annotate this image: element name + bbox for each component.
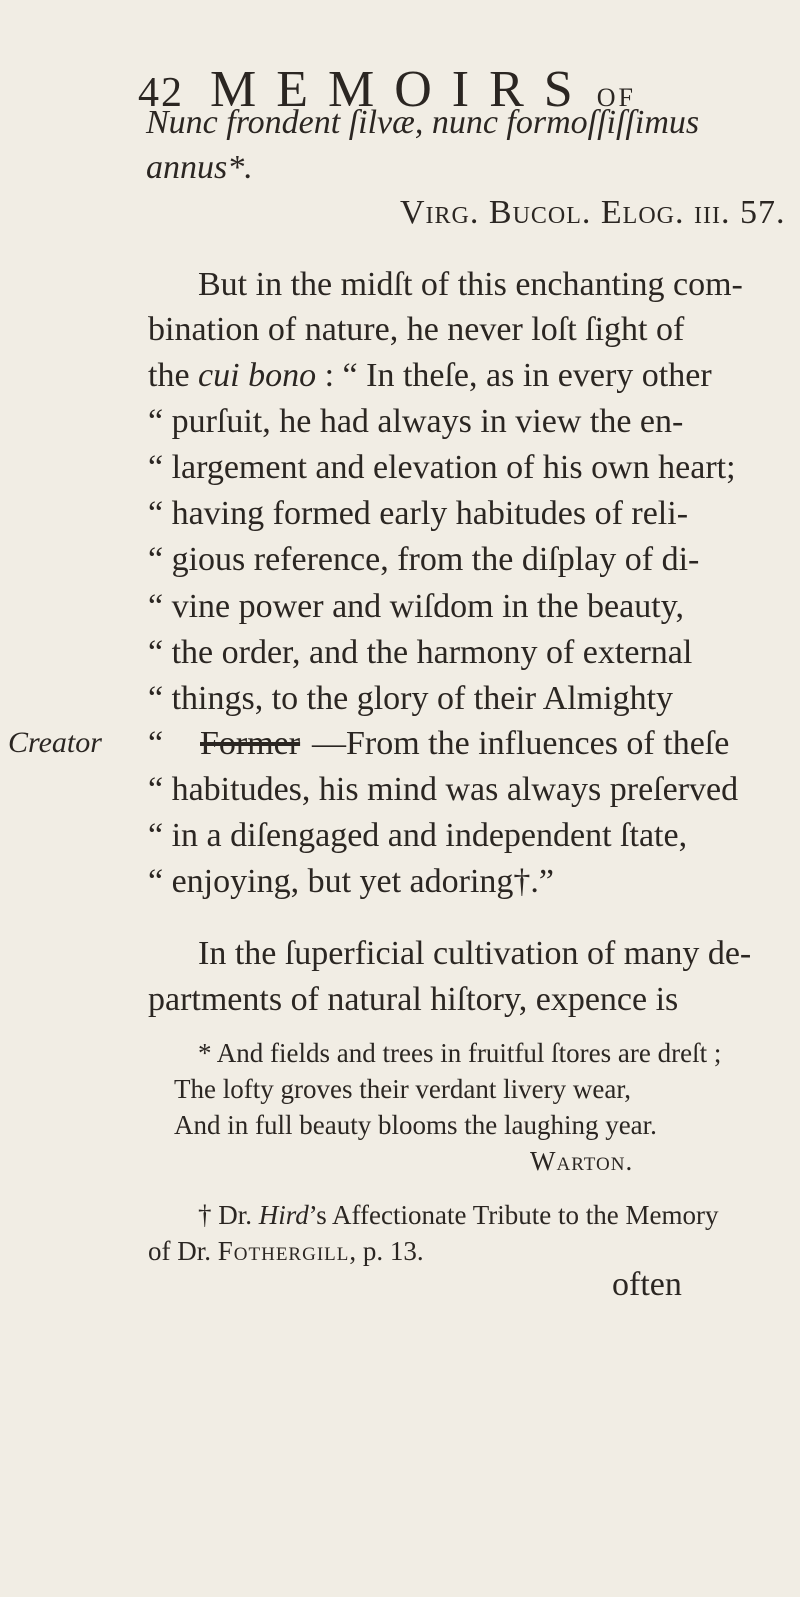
para1-line-11-quote: “	[148, 725, 164, 762]
page-number: 42	[138, 70, 184, 116]
handwritten-margin-correction: Creator	[8, 726, 102, 759]
para1-line-4: “ purſuit, he had always in view the en-	[148, 403, 684, 440]
epigraph-line-1: Nunc frondent ſilvæ, nunc formoſſiſſimus	[146, 104, 700, 141]
header-of: OF	[596, 83, 636, 112]
para1-line-13: “ in a diſengaged and independent ſtate,	[148, 817, 688, 854]
cui-bono-italic: cui bono	[198, 357, 317, 394]
para1-line-10: “ things, to the glory of their Almighty	[148, 680, 674, 717]
para1-line-5: “ largement and elevation of his own heart;	[148, 449, 736, 486]
para1-line-9: “ the order, and the harmony of external	[148, 634, 693, 671]
catchword: often	[612, 1266, 682, 1303]
struck-word: Former	[200, 725, 301, 762]
footnote-dagger-line-2: of Dr. Fothergill, p. 13.	[148, 1236, 424, 1266]
footnote-poem-line-2: The lofty groves their verdant livery wear,	[174, 1074, 631, 1104]
header-title: MEMOIRS	[210, 61, 593, 118]
para1-line-8: “ vine power and wiſdom in the beauty,	[148, 588, 684, 625]
para1-line-6: “ having formed early habitudes of reli-	[148, 495, 689, 532]
para1-line-1: But in the midſt of this enchanting com-	[198, 266, 743, 303]
para1-line-14: “ enjoying, but yet adoring†.”	[148, 863, 555, 900]
epigraph-attribution: Virg. Bucol. Elog. iii. 57.	[400, 194, 786, 231]
para1-line-2: bination of nature, he never loſt ſight of	[148, 311, 685, 348]
footnote-poem-attribution: Warton.	[530, 1146, 634, 1176]
footnote-poem-line-1: * And fields and trees in fruitful ſtores are dreſt ;	[198, 1038, 722, 1068]
epigraph-line-2: annus*.	[146, 149, 253, 186]
para1-line-11: —From the influences of theſe	[312, 725, 730, 762]
footnote-poem-line-3: And in full beauty blooms the laughing year.	[174, 1110, 657, 1140]
para1-line-3: the cui bono : “ In theſe, as in every other	[148, 357, 712, 394]
para1-line-12: “ habitudes, his mind was always preſerved	[148, 771, 739, 808]
footnote-dagger-line-1: † Dr. Hird’s Affectionate Tribute to the Memory	[198, 1200, 719, 1230]
para2-line-1: In the ſuperficial cultivation of many de-	[198, 935, 752, 972]
para1-line-7: “ gious reference, from the diſplay of di-	[148, 541, 700, 578]
para2-line-2: partments of natural hiſtory, expence is	[148, 981, 679, 1018]
